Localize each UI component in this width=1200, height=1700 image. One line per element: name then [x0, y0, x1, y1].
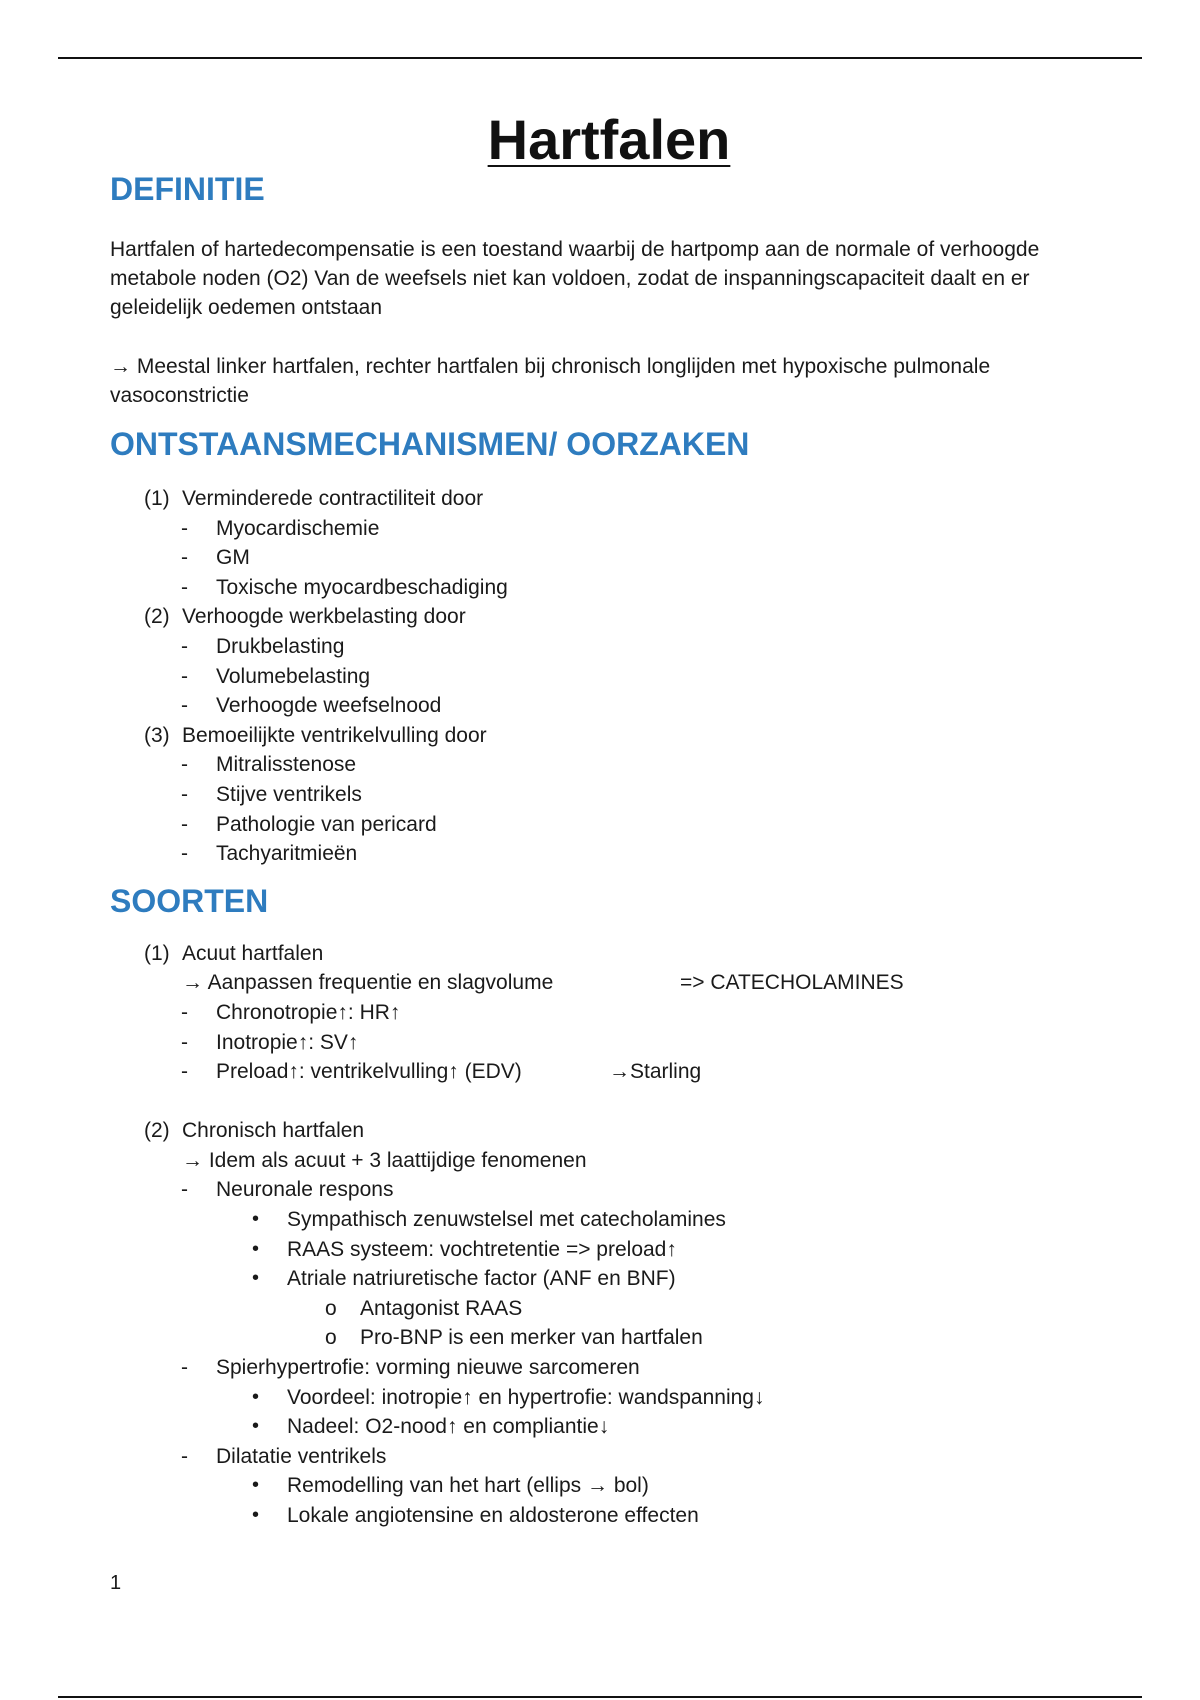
item-label: Chronisch hartfalen [182, 1119, 365, 1143]
list-item [110, 1412, 1090, 1442]
top-rule [58, 57, 1142, 59]
item-number: (3) [144, 723, 170, 747]
item-text: Sympathisch zenuwstelsel met catecholamines [287, 1208, 726, 1232]
mechanismen-list [110, 484, 1090, 869]
item-text: Inotropie↑: SV↑ [216, 1030, 359, 1054]
dash-marker: - [181, 634, 188, 658]
list-item [110, 1235, 1090, 1265]
item-text: Pro-BNP is een merker van hartfalen [360, 1326, 703, 1350]
dash-marker: - [181, 1444, 188, 1468]
item-text: Pathologie van pericard [216, 812, 437, 836]
soorten-list [110, 939, 1090, 1531]
list-item [110, 780, 1090, 810]
item-text: Mitralisstenose [216, 753, 357, 777]
dash-marker: - [181, 1000, 188, 1024]
list-item [110, 998, 1090, 1028]
list-item [110, 1471, 1090, 1501]
item-number: (2) [144, 1119, 170, 1143]
bullet-marker: • [252, 1415, 260, 1438]
dash-marker: - [181, 664, 188, 688]
item-text: Drukbelasting [216, 634, 345, 658]
list-item [110, 1116, 1090, 1146]
definition-note: → Meestal linker hartfalen, rechter hartfalen bij chronisch longlijden met hypoxische pulmonale vasoconstrictie [110, 355, 991, 407]
heading-soorten: SOORTEN [110, 882, 269, 919]
bullet-marker: • [252, 1504, 260, 1526]
dash-marker: - [181, 1356, 188, 1380]
item-text: Toxische myocardbeschadiging [216, 575, 508, 599]
heading-definitie: DEFINITIE [110, 171, 265, 207]
list-item [110, 1501, 1090, 1531]
catecholamines-note: => CATECHOLAMINES [680, 971, 904, 995]
list-item [110, 543, 1090, 573]
bullet-marker: • [252, 1237, 260, 1260]
item-text: Remodelling van het hart (ellips → bol) [287, 1474, 649, 1498]
list-item [110, 632, 1090, 662]
list-item [110, 484, 1090, 514]
item-text: Verhoogde weefselnood [216, 694, 442, 718]
list-item [110, 1442, 1090, 1472]
item-text: Atriale natriuretische factor (ANF en BNF) [287, 1267, 676, 1291]
item-text: Antagonist RAAS [360, 1296, 523, 1320]
dash-marker: - [181, 1060, 188, 1084]
list-item [110, 810, 1090, 840]
list-item [110, 1146, 1090, 1176]
item-text: GM [216, 546, 250, 570]
item-text: Myocardischemie [216, 516, 380, 540]
heading-mechanismen: ONTSTAANSMECHANISMEN/ OORZAKEN [110, 426, 750, 462]
starling-note: →Starling [609, 1060, 702, 1084]
item-number: (1) [144, 941, 170, 965]
list-item [110, 1383, 1090, 1413]
bullet-marker: • [252, 1208, 260, 1231]
list-item [110, 602, 1090, 632]
list-item [110, 939, 1090, 969]
item-label: Acuut hartfalen [182, 941, 324, 965]
list-item [110, 514, 1090, 544]
list-item [110, 839, 1090, 869]
item-text: Tachyaritmieën [216, 842, 358, 866]
item-text: Lokale angiotensine en aldosterone effecten [287, 1504, 699, 1527]
list-item [110, 721, 1090, 751]
item-label: Bemoeilijkte ventrikelvulling door [182, 723, 487, 747]
dash-marker: - [181, 1178, 188, 1202]
bullet-marker: • [252, 1267, 260, 1290]
item-text: Voordeel: inotropie↑ en hypertrofie: wandspanning↓ [287, 1385, 765, 1409]
dash-marker: - [181, 782, 188, 806]
list-item [110, 750, 1090, 780]
dash-marker: - [181, 546, 188, 570]
dash-marker: - [181, 516, 188, 540]
dash-marker: - [181, 575, 188, 599]
bullet-marker: • [252, 1474, 260, 1497]
dash-marker: - [181, 694, 188, 718]
definition-paragraph: Hartfalen of hartedecompensatie is een toestand waarbij de hartpomp aan de normale of verhoogde metabole noden (O2) Van de weefsels niet kan voldoen, zodat de inspanningscapaciteit daalt en er geleidelijk oedemen ontstaan [110, 238, 1040, 319]
item-text: RAAS systeem: vochtretentie => preload↑ [287, 1237, 677, 1261]
list-item [110, 1175, 1090, 1205]
dash-marker: - [181, 812, 188, 836]
dash-marker: - [181, 753, 188, 777]
document-page [110, 108, 1090, 1531]
item-text: Nadeel: O2-nood↑ en compliantie↓ [287, 1415, 610, 1439]
list-item [110, 662, 1090, 692]
item-number: (2) [144, 605, 170, 629]
item-text: Spierhypertrofie: vorming nieuwe sarcomeren [216, 1356, 640, 1380]
list-item [110, 1057, 1090, 1087]
item-text: Neuronale respons [216, 1178, 394, 1202]
bottom-rule [58, 1696, 1142, 1698]
list-item [110, 1028, 1090, 1058]
list-item [110, 1353, 1090, 1383]
arrow-note: → Idem als acuut + 3 laattijdige fenomenen [182, 1148, 587, 1172]
item-text: Volumebelasting [216, 664, 371, 688]
dash-marker: - [181, 842, 188, 866]
page-title: Hartfalen [487, 108, 731, 171]
item-text: Dilatatie ventrikels [216, 1444, 387, 1468]
item-number: (1) [144, 487, 170, 510]
list-item [110, 573, 1090, 603]
item-label: Verminderede contractiliteit door [182, 487, 484, 510]
list-item [110, 968, 1090, 998]
item-text: Stijve ventrikels [216, 782, 362, 806]
arrow-note: → Aanpassen frequentie en slagvolume [182, 971, 554, 995]
sub-marker: o [325, 1326, 337, 1350]
list-item [110, 1294, 1090, 1324]
item-text: Chronotropie↑: HR↑ [216, 1000, 401, 1024]
bullet-marker: • [252, 1385, 260, 1408]
blank-row [110, 1087, 1090, 1117]
list-item [110, 1323, 1090, 1353]
page-number: 1 [110, 1572, 122, 1594]
dash-marker: - [181, 1030, 188, 1054]
list-item [110, 1264, 1090, 1294]
item-label: Verhoogde werkbelasting door [182, 605, 466, 629]
item-text: Preload↑: ventrikelvulling↑ (EDV) [216, 1060, 522, 1084]
list-item [110, 691, 1090, 721]
sub-marker: o [325, 1296, 337, 1320]
list-item [110, 1205, 1090, 1235]
